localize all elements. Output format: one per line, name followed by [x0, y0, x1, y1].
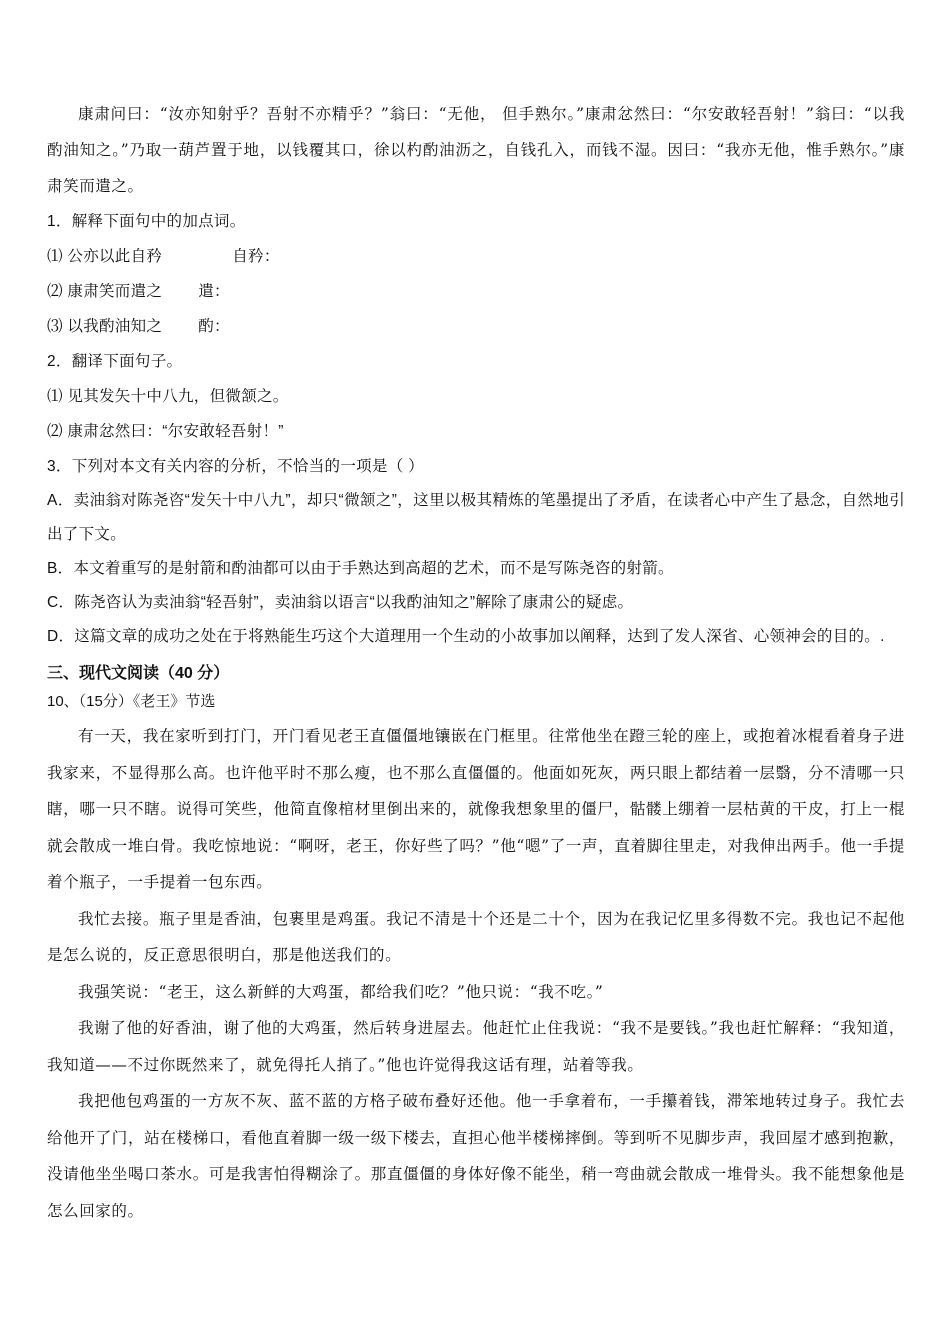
question-2-stem: 2．翻译下面句子。: [47, 353, 183, 370]
question-1-stem: 1．解释下面句中的加点词。: [47, 213, 246, 230]
question-10-title: 10、（15分）《老王》节选: [47, 693, 216, 710]
question-1-item-1: [47, 239, 905, 274]
excerpt-paragraph: 我谢了他的好香油，谢了他的大鸡蛋，然后转身进屋去。他赶忙止住我说：“我不是要钱。”我也赶忙解释：“我知道，我知道——不过你既然来了，就免得托人捎了。”他也许觉得我这话有理，站着等我。: [47, 1019, 905, 1074]
question-2-item-2: ⑵ 康肃忿然曰：“尔安敢轻吾射！”: [47, 423, 284, 440]
question-1-item-1-sentence: ⑴ 公亦以此自矜: [47, 248, 163, 265]
question-3-option-d: D．这篇文章的成功之处在于将熟能生巧这个大道理用一个生动的小故事加以阐释，达到了发人深省、心领神会的目的。.: [47, 628, 885, 645]
question-3-option-b: B．本文着重写的是射箭和酌油都可以由于手熟达到高超的艺术，而不是写陈尧咨的射箭。: [47, 560, 674, 577]
question-1-item-1-word: 自矜：: [232, 248, 280, 265]
question-1-item-3-word: 酌：: [198, 318, 230, 335]
question-3-stem: 3．下列对本文有关内容的分析，不恰当的一项是（ ）: [47, 458, 424, 475]
question-2-item-1: ⑴ 见其发矢十中八九，但微颔之。: [47, 388, 289, 405]
excerpt-paragraph: 我忙去接。瓶子里是香油，包裹里是鸡蛋。我记不清是十个还是二十个，因为在我记忆里多得数不完。我也记不起他是怎么说的，反正意思很明白，那是他送我们的。: [47, 909, 905, 964]
question-1-item-2-sentence: ⑵ 康肃笑而遣之: [47, 283, 163, 300]
excerpt-paragraph: 我把他包鸡蛋的一方灰不灰、蓝不蓝的方格子破布叠好还他。他一手拿着布，一手攥着钱，滞笨地转过身子。我忙去给他开了门，站在楼梯口，看他直着脚一级一级下楼去，直担心他半楼梯摔倒。等到听不见脚步声，我回屋才感到抱歉，没请他坐坐喝口茶水。可是我害怕得糊涂了。那直僵僵的身体好像不能坐，稍一弯曲就会散成一堆骨头。我不能想象他是怎么回家的。: [47, 1092, 905, 1220]
modern-text-excerpt: [47, 718, 905, 1229]
excerpt-paragraph: 有一天，我在家听到打门，开门看见老王直僵僵地镶嵌在门框里。往常他坐在蹬三轮的座上，或抱着冰棍看着身子进我家来，不显得那么高。也许他平时不那么瘦，也不那么直僵僵的。他面如死灰，两只眼上都结着一层翳，分不清哪一只瞎，哪一只不瞎。说得可笑些，他简直像棺材里倒出来的，就像我想象里的僵尸，骷髅上绷着一层枯黄的干皮，打上一棍就会散成一堆白骨。我吃惊地说：“啊呀，老王，你好些了吗？”他“嗯”了一声，直着脚往里走，对我伸出两手。他一手提着个瓶子，一手提着一包东西。: [47, 727, 905, 891]
question-1-item-3-sentence: ⑶ 以我酌油知之: [47, 318, 163, 335]
excerpt-paragraph: 我强笑说：“老王，这么新鲜的大鸡蛋，都给我们吃？”他只说：“我不吃。”: [78, 982, 604, 1001]
question-1-item-2: [47, 274, 905, 309]
document-page: [47, 96, 905, 1229]
question-1-item-3: [47, 309, 905, 344]
section-3-heading: 三、现代文阅读（40 分）: [47, 665, 230, 682]
question-1-item-2-word: 遣：: [198, 283, 230, 300]
question-3-option-c: C．陈尧咨认为卖油翁“轻吾射”，卖油翁以语言“以我酌油知之”解除了康肃公的疑虑。: [47, 594, 634, 611]
classical-passage: 康肃问曰：“汝亦知射乎？吾射不亦精乎？”翁曰：“无他， 但手熟尔。”康肃忿然曰：“尔安敢轻吾射！”翁曰：“以我酌油知之。”乃取一葫芦置于地，以钱覆其口，徐以杓酌油沥之，自钱孔入，而钱不湿。因曰：“我亦无他，惟手熟尔。”康肃笑而遣之。: [47, 105, 905, 195]
question-3-option-a: A．卖油翁对陈尧咨“发矢十中八九”，却只“微颔之”，这里以极其精炼的笔墨提出了矛盾，在读者心中产生了悬念，自然地引出了下文。: [47, 492, 905, 543]
